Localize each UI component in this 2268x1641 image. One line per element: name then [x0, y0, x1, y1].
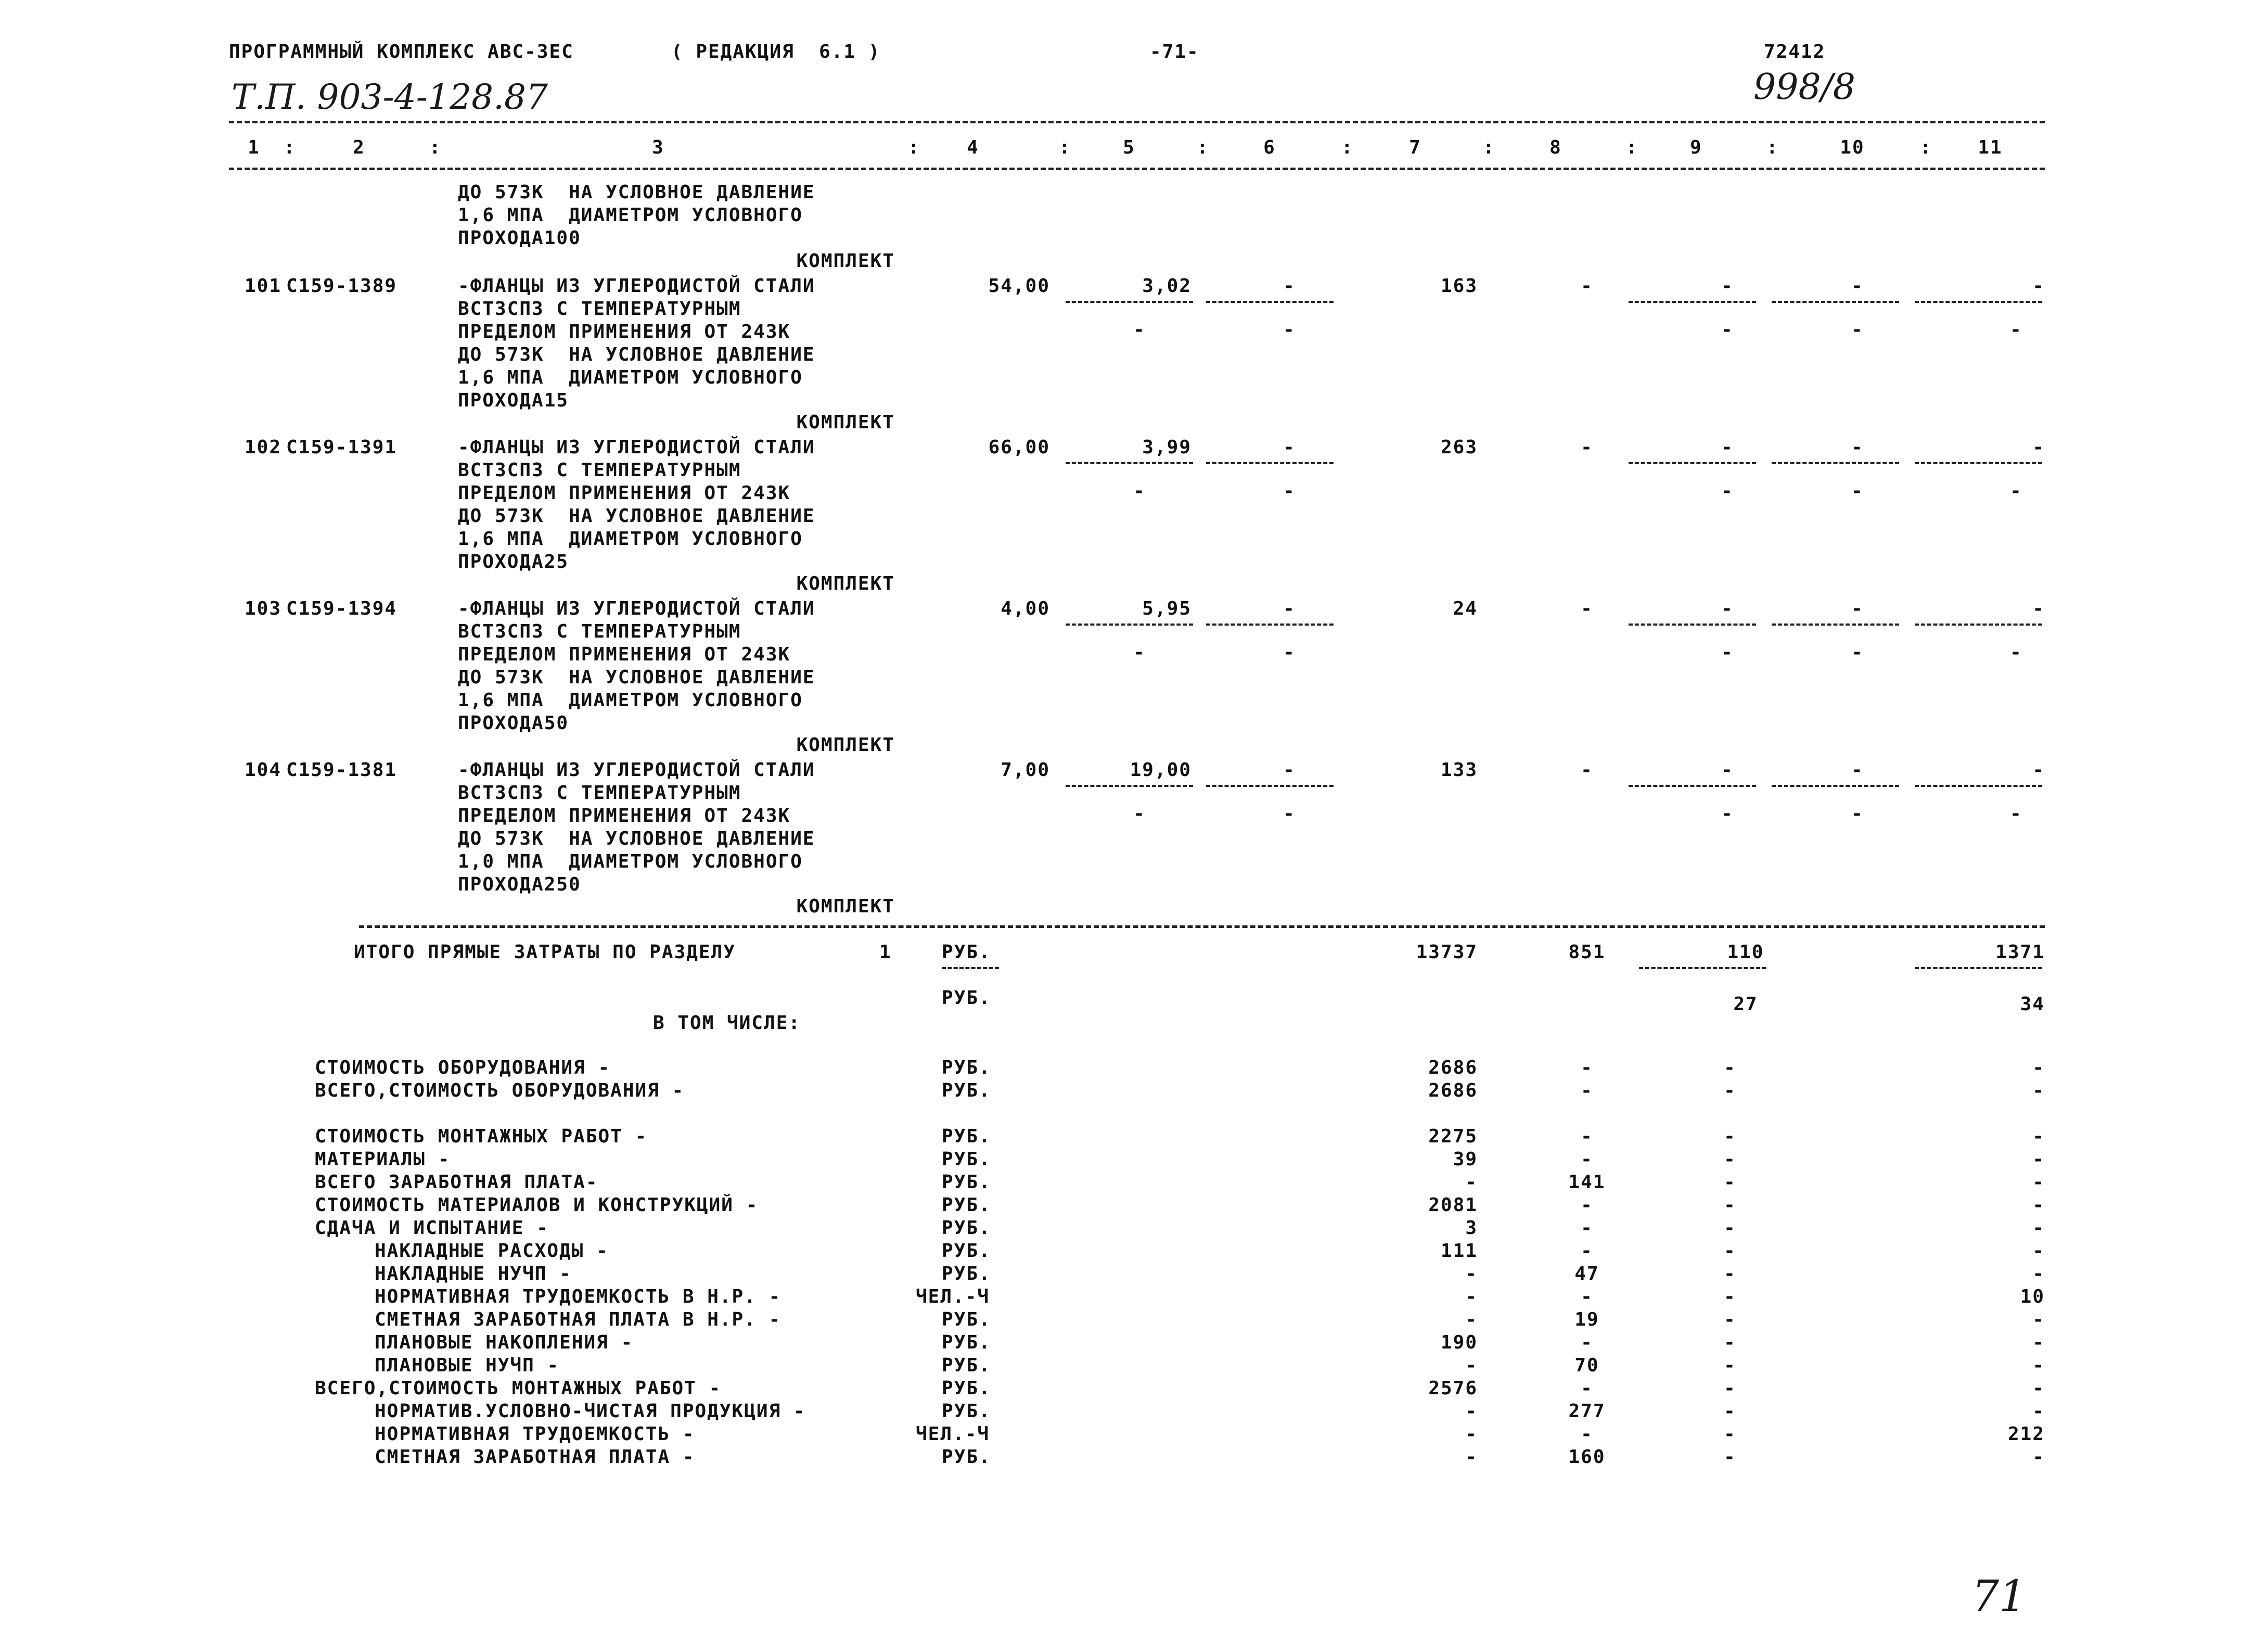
summary-unit: РУБ.	[942, 1149, 991, 1170]
edition-label: ( РЕДАКЦИЯ 6.1 )	[671, 41, 881, 62]
row-quantity: 4,00	[1001, 598, 1050, 619]
summary-col7: 2275	[1428, 1126, 1478, 1147]
program-name: ПРОГРАММНЫЙ КОМПЛЕКС АВС-ЗЕС	[229, 41, 574, 62]
cell-divider	[1629, 624, 1756, 626]
row-description-line: -ФЛАНЦЫ ИЗ УГЛЕРОДИСТОЙ СТАЛИ	[458, 437, 815, 458]
row-col8: -	[1581, 437, 1593, 458]
row-col10-second-line: -	[1851, 480, 1864, 502]
summary-col9: -	[1724, 1217, 1736, 1239]
row-col5-second-line: -	[1133, 803, 1146, 824]
cell-divider	[1915, 301, 2042, 303]
summary-col11: -	[2032, 1217, 2045, 1239]
summary-col8: -	[1581, 1217, 1593, 1239]
summary-col11: 10	[2020, 1286, 2045, 1307]
total-rule	[359, 925, 2045, 928]
including-heading: В ТОМ ЧИСЛЕ:	[653, 1012, 801, 1034]
summary-col8: -	[1581, 1378, 1593, 1399]
row-description-line: 1,6 МПА ДИАМЕТРОМ УСЛОВНОГО	[458, 528, 803, 550]
summary-col11: -	[2032, 1149, 2045, 1170]
summary-col7: 111	[1440, 1240, 1478, 1262]
summary-unit: РУБ.	[942, 1194, 991, 1216]
summary-col11: -	[2032, 1057, 2045, 1078]
summary-col11: -	[2032, 1446, 2045, 1468]
row-code: С159-1391	[286, 437, 398, 458]
column-separator: :	[1197, 137, 1209, 158]
cell-divider	[1772, 462, 1899, 464]
cell-divider	[1629, 301, 1756, 303]
summary-unit: РУБ.	[942, 1240, 991, 1262]
summary-unit: РУБ.	[942, 1401, 991, 1422]
summary-col8: -	[1581, 1080, 1593, 1101]
summary-col8: -	[1581, 1194, 1593, 1216]
summary-label: НАКЛАДНЫЕ НУЧП -	[375, 1263, 572, 1284]
summary-unit: РУБ.	[942, 1263, 991, 1284]
row-col11: -	[2032, 598, 2045, 619]
row-description-line: ПРОХОДА250	[458, 874, 581, 895]
total-col9: 110	[1727, 942, 1764, 963]
row-col11-second-line: -	[2010, 803, 2022, 824]
row-description-line: 1,6 МПА ДИАМЕТРОМ УСЛОВНОГО	[458, 690, 803, 711]
summary-label: ВСЕГО ЗАРАБОТНАЯ ПЛАТА-	[315, 1172, 598, 1193]
prev-row-description-line: ПРОХОДА100	[458, 227, 581, 249]
row-col10: -	[1851, 437, 1864, 458]
summary-col9: -	[1724, 1446, 1736, 1468]
summary-col11: 212	[2007, 1423, 2045, 1445]
row-description-line: ПРОХОДА50	[458, 713, 569, 734]
summary-col8: 160	[1568, 1446, 1606, 1468]
row-col11: -	[2032, 275, 2045, 297]
row-col9: -	[1721, 598, 1734, 619]
row-number: 102	[245, 437, 282, 458]
row-col9-second-line: -	[1721, 480, 1734, 502]
summary-label: НОРМАТИВНАЯ ТРУДОЕМКОСТЬ -	[375, 1423, 695, 1445]
cell-divider	[1772, 301, 1899, 303]
summary-col7: 3	[1465, 1217, 1478, 1239]
cell-divider	[1206, 301, 1334, 303]
row-col6: -	[1283, 598, 1296, 619]
cell-divider	[1915, 624, 2042, 626]
summary-col7: 39	[1453, 1149, 1478, 1170]
summary-label: ПЛАНОВЫЕ НАКОПЛЕНИЯ -	[375, 1332, 634, 1353]
summary-col11: -	[2032, 1194, 2045, 1216]
row-description-line: -ФЛАНЦЫ ИЗ УГЛЕРОДИСТОЙ СТАЛИ	[458, 759, 815, 781]
row-description-line: ДО 573К НА УСЛОВНОЕ ДАВЛЕНИЕ	[458, 828, 815, 849]
summary-col9: -	[1724, 1401, 1736, 1422]
summary-unit: РУБ.	[942, 1080, 991, 1101]
cell-divider	[1206, 462, 1334, 464]
summary-col8: -	[1581, 1423, 1593, 1445]
summary-label: СДАЧА И ИСПЫТАНИЕ -	[315, 1217, 549, 1239]
total-col8: 851	[1568, 942, 1606, 963]
row-col8: -	[1581, 275, 1593, 297]
row-col7-total: 133	[1440, 759, 1478, 781]
total-col11-second: 34	[2020, 994, 2045, 1015]
row-number: 103	[245, 598, 282, 619]
summary-unit: РУБ.	[942, 1332, 991, 1353]
cell-divider	[1915, 462, 2042, 464]
summary-label: СМЕТНАЯ ЗАРАБОТНАЯ ПЛАТА -	[375, 1446, 695, 1468]
row-col9: -	[1721, 437, 1734, 458]
summary-unit: РУБ.	[942, 1309, 991, 1330]
summary-col9: -	[1724, 1309, 1736, 1330]
document-code: 72412	[1764, 41, 1826, 62]
row-col10: -	[1851, 598, 1864, 619]
row-col10-second-line: -	[1851, 803, 1864, 824]
summary-col8: -	[1581, 1149, 1593, 1170]
summary-col9: -	[1724, 1286, 1736, 1307]
summary-col11: -	[2032, 1378, 2045, 1399]
row-col11-second-line: -	[2010, 319, 2022, 340]
summary-col7: -	[1465, 1286, 1478, 1307]
summary-unit: ЧЕЛ.-Ч	[916, 1423, 990, 1445]
prev-row-description-line: 1,6 МПА ДИАМЕТРОМ УСЛОВНОГО	[458, 205, 803, 226]
summary-label: СТОИМОСТЬ МОНТАЖНЫХ РАБОТ -	[315, 1126, 648, 1147]
summary-label: НОРМАТИВНАЯ ТРУДОЕМКОСТЬ В Н.Р. -	[375, 1286, 781, 1307]
column-number-4: 4	[967, 137, 979, 158]
summary-unit: ЧЕЛ.-Ч	[916, 1286, 990, 1307]
summary-unit: РУБ.	[942, 1355, 991, 1376]
row-unit-price: 19,00	[1130, 759, 1191, 781]
row-col9: -	[1721, 275, 1734, 297]
summary-unit: РУБ.	[942, 1378, 991, 1399]
summary-col8: 70	[1574, 1355, 1599, 1376]
summary-col8: 141	[1568, 1172, 1606, 1193]
summary-col9: -	[1724, 1240, 1736, 1262]
row-number: 101	[245, 275, 282, 297]
sheet-number: 998/8	[1753, 67, 1855, 108]
row-col8: -	[1581, 759, 1593, 781]
row-col8: -	[1581, 598, 1593, 619]
summary-col11: -	[2032, 1080, 2045, 1101]
summary-col9: -	[1724, 1149, 1736, 1170]
summary-label: СТОИМОСТЬ МАТЕРИАЛОВ И КОНСТРУКЦИЙ -	[315, 1194, 759, 1216]
unit-label: КОМПЛЕКТ	[796, 250, 895, 272]
row-description-line: ДО 573К НА УСЛОВНОЕ ДАВЛЕНИЕ	[458, 667, 815, 688]
summary-col8: -	[1581, 1332, 1593, 1353]
cell-divider	[1629, 785, 1756, 787]
cell-divider	[1066, 624, 1193, 626]
project-number: Т.П. 903-4-128.87	[232, 77, 548, 117]
total-unit: РУБ.	[942, 942, 991, 963]
summary-col7: -	[1465, 1355, 1478, 1376]
total-col7: 13737	[1416, 942, 1478, 963]
summary-label: ВСЕГО,СТОИМОСТЬ ОБОРУДОВАНИЯ -	[315, 1080, 685, 1101]
column-number-11: 11	[1978, 137, 2003, 158]
row-description-line: ДО 573К НА УСЛОВНОЕ ДАВЛЕНИЕ	[458, 505, 815, 527]
row-description-line: 1,6 МПА ДИАМЕТРОМ УСЛОВНОГО	[458, 367, 803, 388]
summary-col9: -	[1724, 1378, 1736, 1399]
column-number-1: 1	[248, 137, 260, 158]
summary-label: НОРМАТИВ.УСЛОВНО-ЧИСТАЯ ПРОДУКЦИЯ -	[375, 1401, 806, 1422]
summary-col7: 2686	[1428, 1080, 1478, 1101]
row-unit-price: 5,95	[1142, 598, 1191, 619]
column-number-7: 7	[1409, 137, 1421, 158]
unit-label: КОМПЛЕКТ	[796, 412, 895, 433]
row-col7-total: 263	[1440, 437, 1478, 458]
row-code: С159-1389	[286, 275, 398, 297]
summary-col8: -	[1581, 1057, 1593, 1078]
column-separator: :	[1766, 137, 1779, 158]
row-unit-price: 3,02	[1142, 275, 1191, 297]
header-rule-top	[229, 121, 2045, 123]
row-col10-second-line: -	[1851, 319, 1864, 340]
row-description-line: ВСТ3СП3 С ТЕМПЕРАТУРНЫМ	[458, 621, 741, 642]
handwritten-page-number: 71	[1972, 1572, 2027, 1621]
row-col10: -	[1851, 275, 1864, 297]
summary-col8: 277	[1568, 1401, 1606, 1422]
total-col9-second: 27	[1733, 994, 1758, 1015]
row-description-line: ПРОХОДА15	[458, 390, 569, 411]
summary-col9: -	[1724, 1263, 1736, 1284]
row-col10: -	[1851, 759, 1864, 781]
row-code: С159-1394	[286, 598, 398, 619]
total-col11-divider	[1915, 967, 2042, 969]
row-description-line: ПРОХОДА25	[458, 551, 569, 573]
row-col5-second-line: -	[1133, 319, 1146, 340]
row-description-line: -ФЛАНЦЫ ИЗ УГЛЕРОДИСТОЙ СТАЛИ	[458, 598, 815, 619]
summary-label: ВСЕГО,СТОИМОСТЬ МОНТАЖНЫХ РАБОТ -	[315, 1378, 722, 1399]
row-col7-total: 24	[1453, 598, 1478, 619]
row-col6-second-line: -	[1283, 642, 1296, 663]
summary-col7: 2081	[1428, 1194, 1478, 1216]
row-col9-second-line: -	[1721, 803, 1734, 824]
row-quantity: 54,00	[988, 275, 1050, 297]
column-separator: :	[429, 137, 442, 158]
summary-label: СТОИМОСТЬ ОБОРУДОВАНИЯ -	[315, 1057, 611, 1078]
total-label: ИТОГО ПРЯМЫЕ ЗАТРАТЫ ПО РАЗДЕЛУ	[354, 942, 736, 963]
total-unit-second: РУБ.	[942, 987, 991, 1009]
row-col11-second-line: -	[2010, 642, 2022, 663]
summary-col7: 2576	[1428, 1378, 1478, 1399]
summary-col8: 19	[1574, 1309, 1599, 1330]
row-description-line: ВСТ3СП3 С ТЕМПЕРАТУРНЫМ	[458, 460, 741, 481]
row-col6: -	[1283, 437, 1296, 458]
cell-divider	[1772, 624, 1899, 626]
row-description-line: -ФЛАНЦЫ ИЗ УГЛЕРОДИСТОЙ СТАЛИ	[458, 275, 815, 297]
summary-col7: -	[1465, 1401, 1478, 1422]
summary-label: НАКЛАДНЫЕ РАСХОДЫ -	[375, 1240, 609, 1262]
summary-col9: -	[1724, 1332, 1736, 1353]
summary-unit: РУБ.	[942, 1172, 991, 1193]
unit-label: КОМПЛЕКТ	[796, 734, 895, 756]
row-code: С159-1381	[286, 759, 398, 781]
cell-divider	[1066, 785, 1193, 787]
row-col5-second-line: -	[1133, 480, 1146, 502]
cell-divider	[1066, 462, 1193, 464]
row-col11: -	[2032, 759, 2045, 781]
summary-col7: -	[1465, 1172, 1478, 1193]
row-col9-second-line: -	[1721, 319, 1734, 340]
column-separator: :	[1483, 137, 1495, 158]
summary-col9: -	[1724, 1355, 1736, 1376]
summary-unit: РУБ.	[942, 1126, 991, 1147]
row-col6-second-line: -	[1283, 319, 1296, 340]
total-col11: 1371	[1995, 942, 2045, 963]
summary-col7: 2686	[1428, 1057, 1478, 1078]
row-col6-second-line: -	[1283, 480, 1296, 502]
unit-label: КОМПЛЕКТ	[796, 896, 895, 917]
summary-col11: -	[2032, 1355, 2045, 1376]
column-number-5: 5	[1123, 137, 1135, 158]
column-number-10: 10	[1840, 137, 1865, 158]
summary-col9: -	[1724, 1080, 1736, 1101]
column-number-8: 8	[1549, 137, 1562, 158]
summary-label: СМЕТНАЯ ЗАРАБОТНАЯ ПЛАТА В Н.Р. -	[375, 1309, 781, 1330]
summary-col9: -	[1724, 1423, 1736, 1445]
row-col5-second-line: -	[1133, 642, 1146, 663]
summary-col8: 47	[1574, 1263, 1599, 1284]
row-description-line: ДО 573К НА УСЛОВНОЕ ДАВЛЕНИЕ	[458, 344, 815, 365]
column-separator: :	[1920, 137, 1932, 158]
summary-col11: -	[2032, 1172, 2045, 1193]
summary-col7: -	[1465, 1446, 1478, 1468]
column-separator: :	[1341, 137, 1354, 158]
row-col11-second-line: -	[2010, 480, 2022, 502]
row-col10-second-line: -	[1851, 642, 1864, 663]
summary-col11: -	[2032, 1263, 2045, 1284]
row-col7-total: 163	[1440, 275, 1478, 297]
row-description-line: ПРЕДЕЛОМ ПРИМЕНЕНИЯ ОТ 243К	[458, 321, 791, 342]
column-number-9: 9	[1690, 137, 1702, 158]
summary-col9: -	[1724, 1172, 1736, 1193]
row-quantity: 66,00	[988, 437, 1050, 458]
cell-divider	[1772, 785, 1899, 787]
row-description-line: ВСТ3СП3 С ТЕМПЕРАТУРНЫМ	[458, 298, 741, 320]
unit-label: КОМПЛЕКТ	[796, 573, 895, 594]
summary-unit: РУБ.	[942, 1217, 991, 1239]
summary-col8: -	[1581, 1126, 1593, 1147]
summary-col11: -	[2032, 1309, 2045, 1330]
column-number-2: 2	[353, 137, 365, 158]
summary-col9: -	[1724, 1126, 1736, 1147]
cell-divider	[1915, 785, 2042, 787]
summary-col7: -	[1465, 1309, 1478, 1330]
summary-col11: -	[2032, 1401, 2045, 1422]
summary-col11: -	[2032, 1240, 2045, 1262]
cell-divider	[1206, 785, 1334, 787]
row-col6: -	[1283, 759, 1296, 781]
row-col9-second-line: -	[1721, 642, 1734, 663]
summary-unit: РУБ.	[942, 1057, 991, 1078]
summary-col9: -	[1724, 1057, 1736, 1078]
summary-col11: -	[2032, 1332, 2045, 1353]
row-col6-second-line: -	[1283, 803, 1296, 824]
header-rule-bottom	[229, 168, 2045, 170]
summary-unit: РУБ.	[942, 1446, 991, 1468]
row-col6: -	[1283, 275, 1296, 297]
summary-col7: -	[1465, 1263, 1478, 1284]
summary-label: ПЛАНОВЫЕ НУЧП -	[375, 1355, 560, 1376]
row-number: 104	[245, 759, 282, 781]
row-description-line: ПРЕДЕЛОМ ПРИМЕНЕНИЯ ОТ 243К	[458, 805, 791, 826]
prev-row-description-line: ДО 573К НА УСЛОВНОЕ ДАВЛЕНИЕ	[458, 182, 815, 203]
cell-divider	[1206, 624, 1334, 626]
summary-label: МАТЕРИАЛЫ -	[315, 1149, 451, 1170]
column-number-3: 3	[652, 137, 664, 158]
summary-col7: -	[1465, 1423, 1478, 1445]
row-unit-price: 3,99	[1142, 437, 1191, 458]
total-col9-divider	[1639, 967, 1766, 969]
summary-col8: -	[1581, 1240, 1593, 1262]
cell-divider	[1066, 301, 1193, 303]
column-separator: :	[908, 137, 920, 158]
row-col9: -	[1721, 759, 1734, 781]
summary-col7: 190	[1440, 1332, 1478, 1353]
cell-divider	[1629, 462, 1756, 464]
summary-col8: -	[1581, 1286, 1593, 1307]
row-col11: -	[2032, 437, 2045, 458]
row-description-line: ПРЕДЕЛОМ ПРИМЕНЕНИЯ ОТ 243К	[458, 644, 791, 665]
summary-col11: -	[2032, 1126, 2045, 1147]
row-description-line: 1,0 МПА ДИАМЕТРОМ УСЛОВНОГО	[458, 851, 803, 872]
summary-col9: -	[1724, 1194, 1736, 1216]
row-description-line: ПРЕДЕЛОМ ПРИМЕНЕНИЯ ОТ 243К	[458, 482, 791, 504]
total-section-number: 1	[879, 942, 892, 963]
column-number-6: 6	[1263, 137, 1276, 158]
column-separator: :	[1059, 137, 1071, 158]
row-description-line: ВСТ3СП3 С ТЕМПЕРАТУРНЫМ	[458, 782, 741, 804]
column-separator: :	[1626, 137, 1638, 158]
total-unit-divider	[942, 967, 999, 969]
column-separator: :	[284, 137, 296, 158]
page-number: -71-	[1150, 41, 1199, 62]
row-quantity: 7,00	[1001, 759, 1050, 781]
